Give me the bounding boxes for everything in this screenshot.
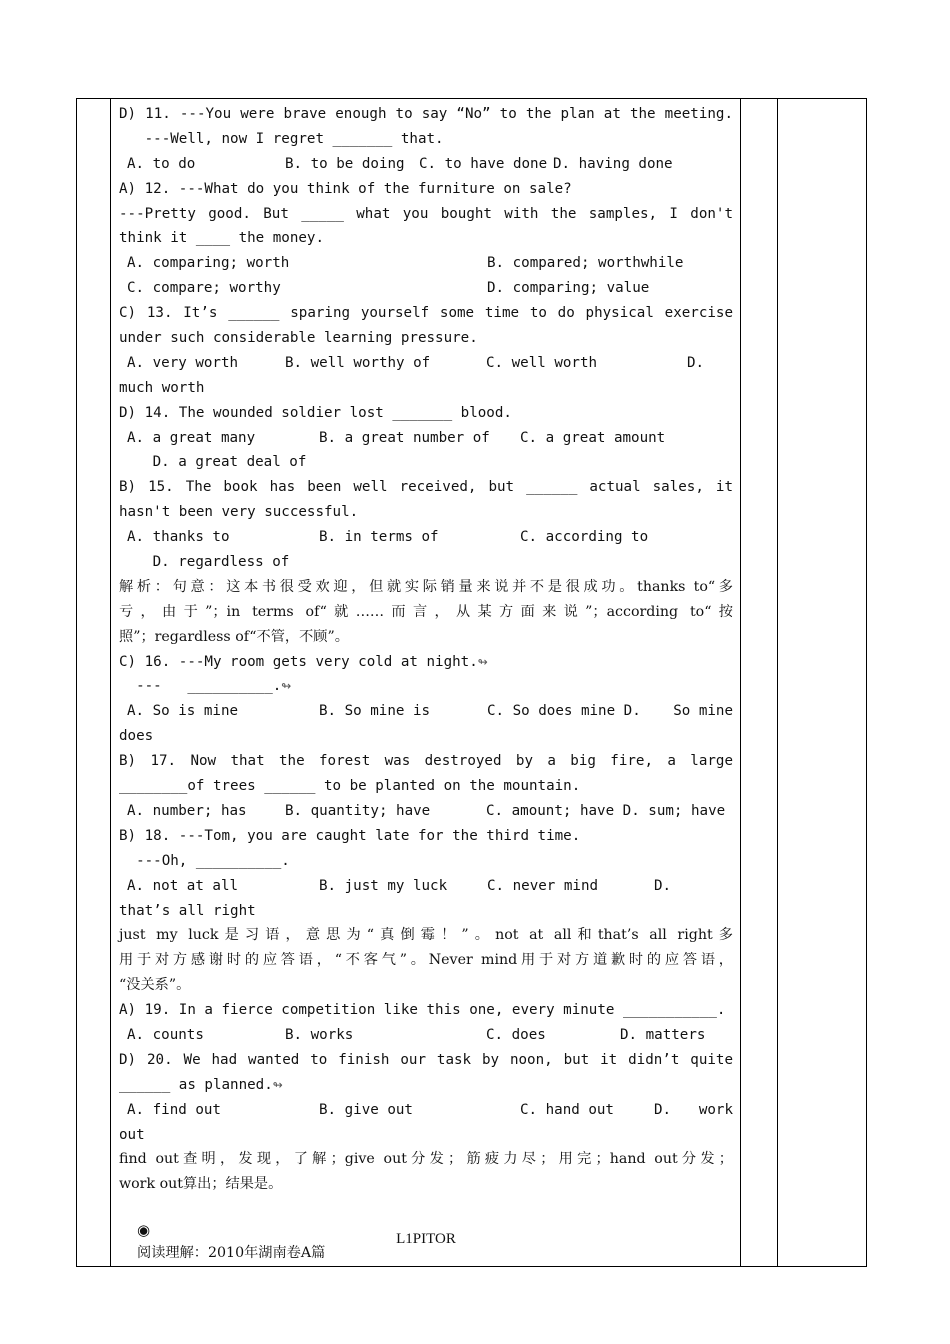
squiggle-mark-icon: ↬	[272, 1077, 283, 1092]
question-12-line-3: think it ____ the money.	[119, 230, 324, 247]
option: B. compared; worthwhile	[487, 255, 684, 272]
option: C. well worth	[486, 354, 598, 371]
question-14-line-1: D) 14. The wounded soldier lost _______ blood.	[119, 404, 512, 421]
question-16-blank: --- __________.	[119, 678, 282, 695]
option: B. So mine is	[319, 703, 431, 720]
option: B. a great number of	[319, 429, 490, 446]
option: A. number; has	[127, 802, 247, 819]
question-11-line-1: D) 11. ---You were brave enough to say “No” to the plan at the meeting.	[119, 106, 733, 122]
question-15-line-1: B) 15. The book has been well received, but ______ actual sales, it	[119, 479, 733, 496]
option: A. counts	[127, 1026, 204, 1043]
question-13-line-3: much worth	[119, 379, 205, 396]
question-16-line-3: does	[119, 728, 154, 745]
option: C. compare; worthy	[127, 280, 281, 297]
question-16-text: C) 16. ---My room gets very cold at night.	[119, 653, 478, 670]
explanation-18-line-2: 用于对方感谢时的应答语，“不客气”。Never mind用于对方道歉时的应答语，	[119, 952, 733, 969]
question-12-options-2	[119, 276, 733, 301]
option: D. matters	[620, 1026, 706, 1043]
question-13-line-1: C) 13. It’s ______ sparing yourself some time to do physical exercise	[119, 305, 733, 322]
explanation-15-line-1: 解析：句意：这本书很受欢迎，但就实际销量来说并不是很成功。thanks to“多	[119, 578, 733, 595]
question-16-options	[119, 699, 733, 724]
question-12-line-1: A) 12. ---What do you think of the furniture on sale?	[119, 180, 572, 197]
exercise-content	[119, 102, 733, 1262]
question-17-line-1: B) 17. Now that the forest was destroyed by a big fire, a large	[119, 753, 733, 770]
table-divider	[740, 98, 741, 1267]
option: A. not at all	[127, 877, 239, 894]
option: D. comparing; value	[487, 280, 650, 297]
option: B. give out	[319, 1101, 413, 1118]
question-20-line-1: D) 20. We had wanted to finish our task by noon, but it didn’t quite	[119, 1051, 733, 1068]
question-16-line-1	[119, 650, 733, 675]
question-18-line-2: ---Oh, __________.	[119, 852, 290, 869]
question-17-line-2: ________of trees ______ to be planted on the mountain.	[119, 778, 581, 795]
question-14-options	[119, 426, 733, 451]
option: C. according to	[520, 529, 649, 546]
explanation-15-line-2: 亏，由于”；in terms of“就……而言，从某方面来说”；according to“按	[119, 603, 733, 620]
question-14-option-d: D. a great deal of	[127, 454, 307, 471]
question-20-text: ______ as planned.	[119, 1076, 273, 1093]
option: C. never mind	[487, 877, 599, 894]
explanation-18-line-1: just my luck是习语，意思为“真倒霉！”。not at all和that’s all right多	[119, 927, 733, 944]
option: D. having done	[553, 155, 673, 172]
question-15-options	[119, 525, 733, 550]
question-12-options-1	[119, 251, 733, 276]
question-18-line-1: B) 18. ---Tom, you are caught late for the third time.	[119, 827, 581, 844]
option: work	[698, 1101, 733, 1118]
question-13-line-2: under such considerable learning pressure.	[119, 330, 478, 347]
option: C. So does mine D.	[487, 703, 641, 720]
explanation-18-line-3: “没关系”。	[119, 977, 191, 994]
question-15-option-d: D. regardless of	[127, 554, 290, 571]
option: B. well worthy of	[285, 354, 431, 371]
option: A. to do	[127, 155, 196, 172]
option: A. very worth	[127, 354, 239, 371]
bullet-icon: ◉	[137, 1221, 151, 1240]
question-20-options	[119, 1098, 733, 1123]
option: B. quantity; have	[285, 802, 431, 819]
question-11-options	[119, 152, 733, 177]
question-18-options	[119, 874, 733, 899]
option: C. a great amount	[520, 429, 666, 446]
option: B. in terms of	[319, 529, 439, 546]
question-18-line-3: that’s all right	[119, 902, 256, 919]
question-11-line-2: ---Well, now I regret _______ that.	[119, 130, 444, 147]
option: A. thanks to	[127, 529, 230, 546]
option: B. to be doing	[285, 155, 405, 172]
squiggle-mark-icon: ↬	[281, 679, 292, 694]
option: D.	[687, 354, 705, 371]
squiggle-mark-icon: ↬	[477, 654, 488, 669]
option: D.	[654, 877, 672, 894]
question-13-options	[119, 351, 733, 376]
passage-title: L1PITOR	[396, 1231, 456, 1248]
option: D.	[654, 1101, 672, 1118]
option: A. a great many	[127, 429, 256, 446]
option: A. find out	[127, 1101, 221, 1118]
question-20-line-2	[119, 1073, 733, 1098]
question-17-options	[119, 799, 733, 824]
question-15-line-2: hasn't been very successful.	[119, 504, 359, 521]
table-divider	[110, 98, 111, 1267]
question-12-line-2: ---Pretty good. But _____ what you bought with the samples, I don't	[119, 205, 733, 222]
option: C. does	[486, 1026, 546, 1043]
option: B. just my luck	[319, 877, 448, 894]
question-20-line-3: out	[119, 1126, 145, 1143]
question-19-options	[119, 1023, 733, 1048]
question-16-line-2	[119, 674, 733, 699]
option: C. hand out	[520, 1101, 614, 1118]
reading-section-title: 阅读理解：2010年湖南卷A篇	[137, 1245, 326, 1262]
option: C. amount; have D. sum; have	[486, 802, 726, 819]
explanation-15-line-3: 照”；regardless of“不管，不顾”。	[119, 628, 349, 645]
explanation-20-line-1: find out查明，发现，了解；give out分发；筋疲力尽；用完；hand out分发；	[119, 1151, 733, 1168]
option: A. comparing; worth	[127, 255, 290, 272]
option: A. So is mine	[127, 703, 239, 720]
explanation-20-line-2: work out算出；结果是。	[119, 1176, 283, 1193]
option: C. to have done	[419, 155, 548, 172]
option: B. works	[285, 1026, 354, 1043]
question-19-line-1: A) 19. In a fierce competition like this one, every minute ___________.	[119, 1002, 726, 1019]
option: So mine	[673, 703, 733, 720]
table-divider	[777, 98, 778, 1267]
